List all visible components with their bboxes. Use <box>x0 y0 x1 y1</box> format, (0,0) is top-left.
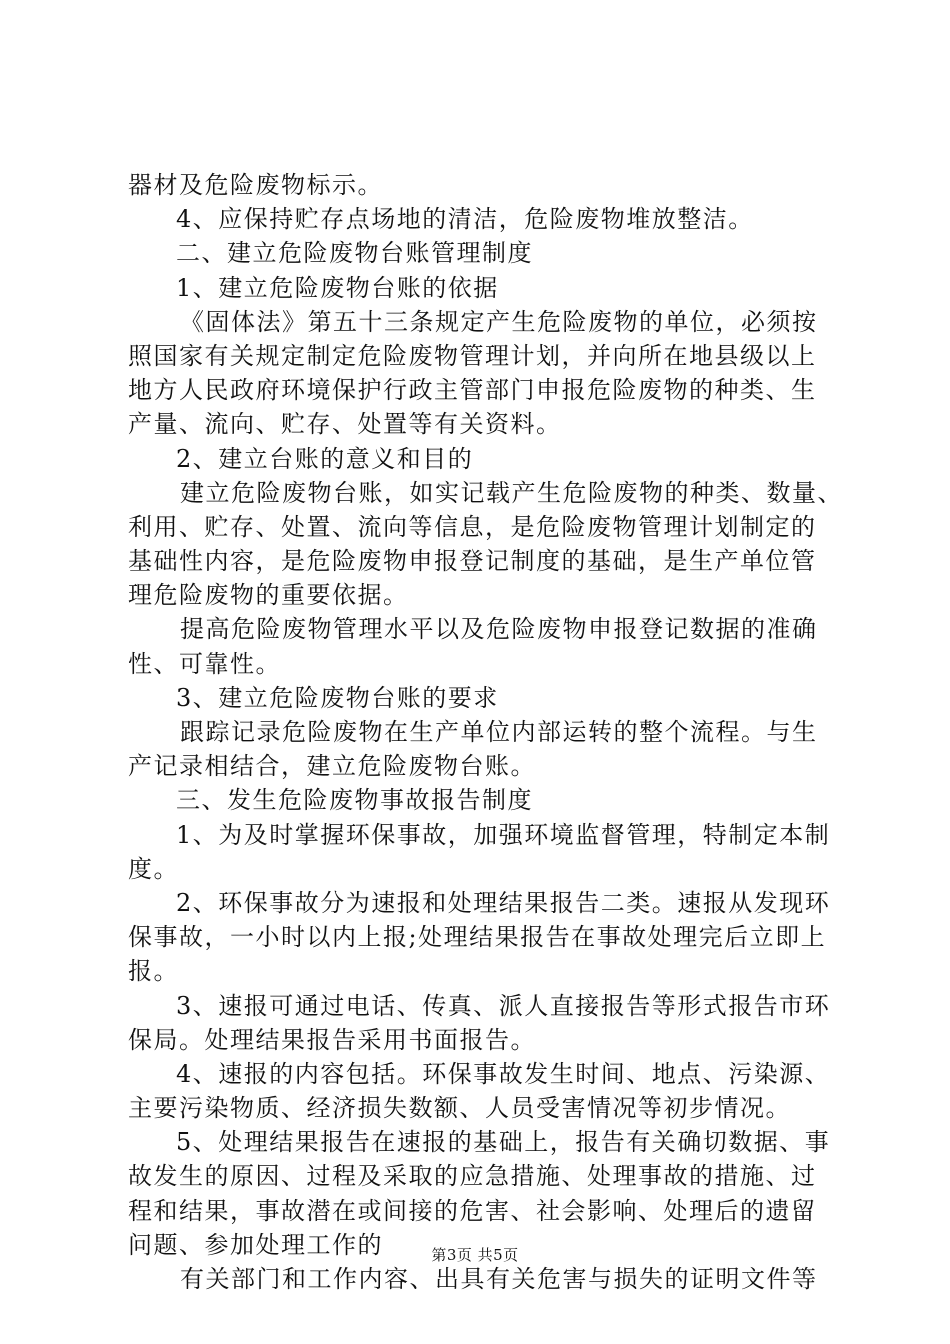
text-line: 理危险废物的重要依据。 <box>128 581 409 610</box>
text-line: 度。 <box>128 854 179 883</box>
text-line: 跟踪记录危险废物在生产单位内部运转的整个流程。与生 <box>180 718 818 746</box>
text-line: 主要污染物质、经济损失数额、人员受害情况等初步情况。 <box>128 1094 791 1123</box>
text-line: 4、应保持贮存点场地的清洁，危险废物堆放整洁。 <box>176 205 754 234</box>
text-line: 问题、参加处理工作的 <box>128 1230 383 1259</box>
text-line: 2、环保事故分为速报和处理结果报告二类。速报从发现环 <box>176 888 831 917</box>
text-line: 2、建立台账的意义和目的 <box>176 444 474 473</box>
text-line: 3、建立危险废物台账的要求 <box>176 683 499 712</box>
text-line: 故发生的原因、过程及采取的应急措施、处理事故的措施、过 <box>128 1162 817 1191</box>
text-line: 1、为及时掌握环保事故，加强环境监督管理，特制定本制 <box>176 820 831 849</box>
page-number: 第3页 共5页 <box>431 1246 519 1264</box>
text-line: 产记录相结合，建立危险废物台账。 <box>128 752 536 781</box>
text-line: 1、建立危险废物台账的依据 <box>176 273 499 302</box>
text-line: 3、速报可通过电话、传真、派人直接报告等形式报告市环 <box>176 991 831 1020</box>
text-line: 建立危险废物台账，如实记载产生危险废物的种类、数量、 <box>180 478 843 507</box>
page-footer <box>0 1244 950 1265</box>
text-line: 照国家有关规定制定危险废物管理计划，并向所在地县级以上 <box>128 341 817 370</box>
text-line: 二、建立危险废物台账管理制度 <box>176 239 533 268</box>
text-line: 性、可靠性。 <box>128 649 281 678</box>
text-line: 基础性内容，是危险废物申报登记制度的基础，是生产单位管 <box>128 547 817 576</box>
text-line: 地方人民政府环境保护行政主管部门申报危险废物的种类、生 <box>128 376 817 405</box>
text-line: 提高危险废物管理水平以及危险废物申报登记数据的准确 <box>180 615 818 644</box>
text-line: 产量、流向、贮存、处置等有关资料。 <box>128 410 562 439</box>
text-line: 报。 <box>128 957 179 986</box>
text-line: 保局。处理结果报告采用书面报告。 <box>128 1025 536 1054</box>
text-line: 三、发生危险废物事故报告制度 <box>176 786 533 815</box>
text-line: 器材及危险废物标示。 <box>128 171 383 199</box>
text-line: 《固体法》第五十三条规定产生危险废物的单位，必须按 <box>180 307 818 336</box>
text-line: 保事故，一小时以内上报;处理结果报告在事故处理完后立即上 <box>128 923 827 952</box>
text-line: 4、速报的内容包括。环保事故发生时间、地点、污染源、 <box>176 1059 831 1088</box>
text-line: 有关部门和工作内容、出具有关危害与损失的证明文件等 <box>180 1265 818 1293</box>
document-body <box>128 168 843 1296</box>
text-line: 利用、贮存、处置、流向等信息，是危险废物管理计划制定的 <box>128 512 817 541</box>
text-line: 程和结果，事故潜在或间接的危害、社会影响、处理后的遗留 <box>128 1196 817 1225</box>
text-line: 5、处理结果报告在速报的基础上，报告有关确切数据、事 <box>176 1128 831 1157</box>
